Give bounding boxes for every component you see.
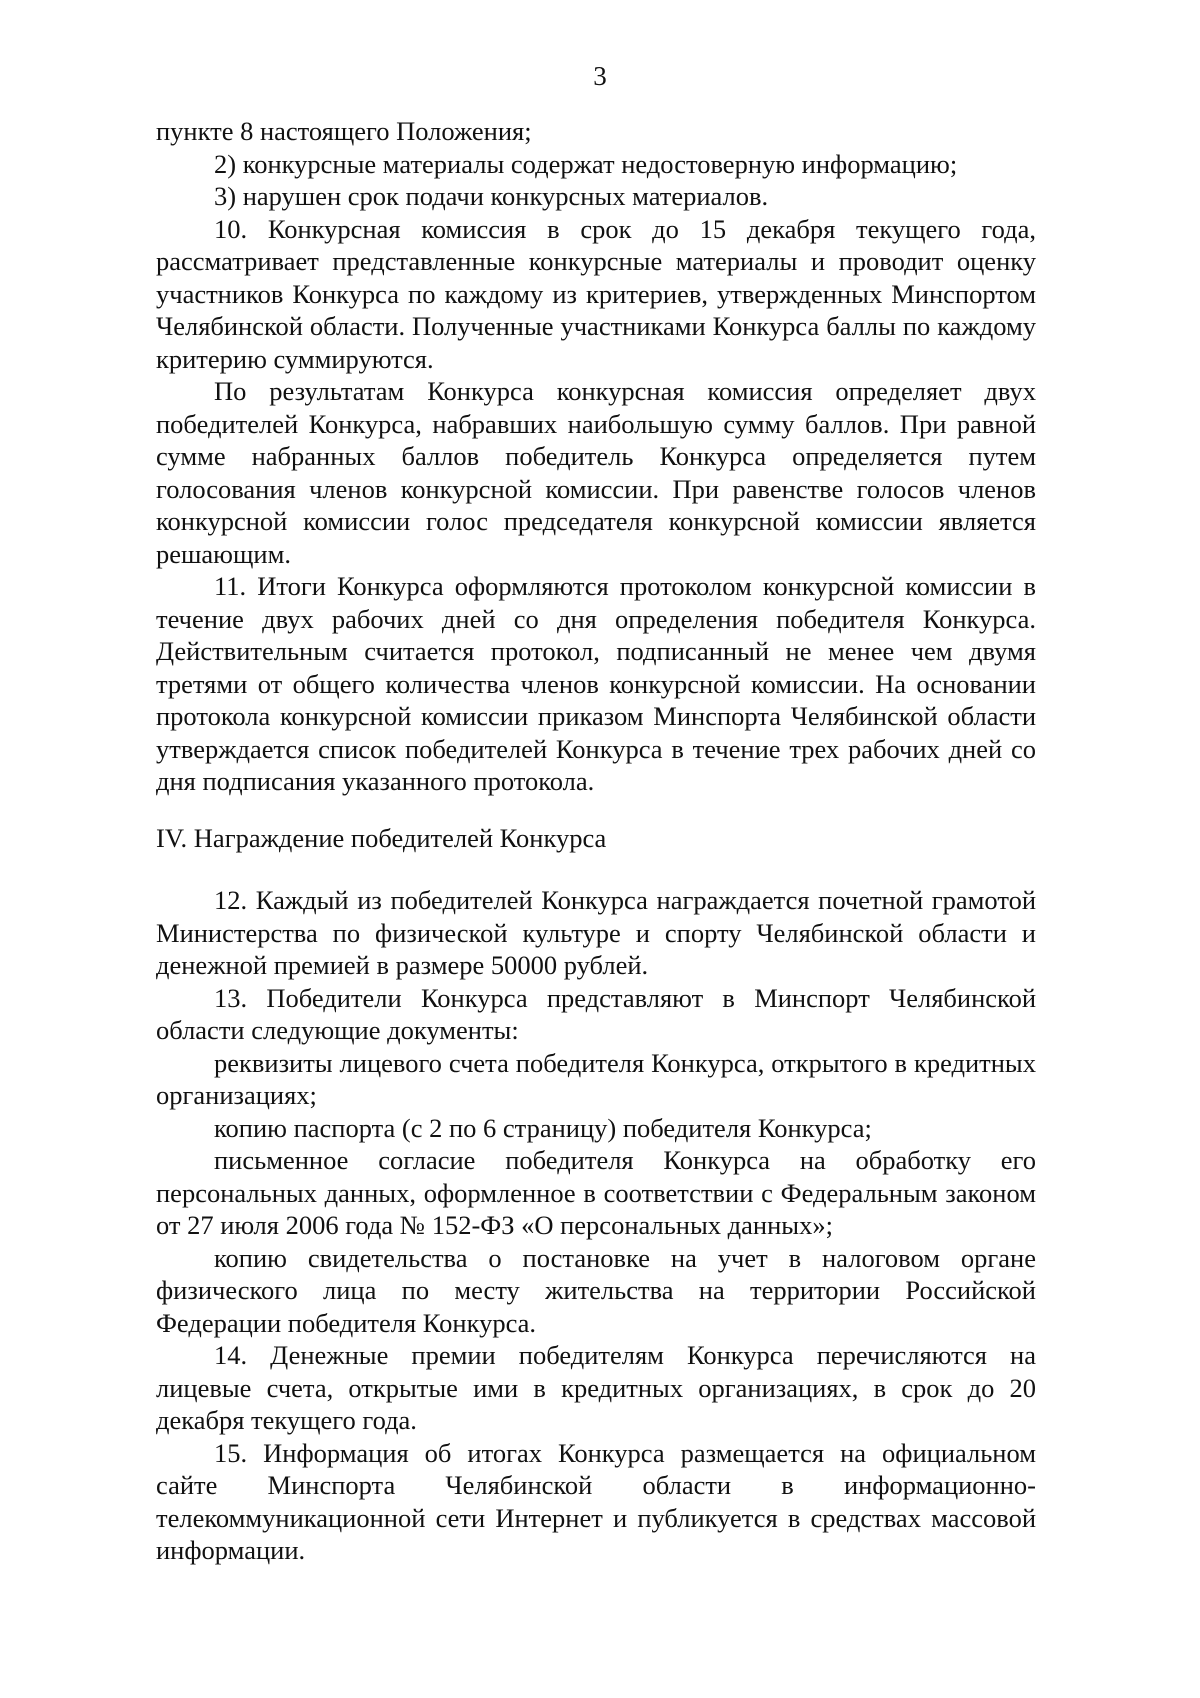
paragraph-clause-11: 11. Итоги Конкурса оформляются протоколом конкурсной комиссии в течение двух рабочих дней со дня определения победителя Конкурса. Действительным считается протокол, подписанный не менее чем двумя третями от общего количества членов конкурсной комиссии. На основании протокола конкурсной комиссии приказом Минспорта Челябинской области утверждается список победителей Конкурса в течение трех рабочих дней со дня подписания указанного протокола. [156,571,1036,796]
paragraph-clause-15: 15. Информация об итогах Конкурса размещается на официальном сайте Минспорта Челябинской области в информационно-телекоммуникационной сети Интернет и публикуется в средствах массовой информации. [156,1437,1036,1565]
paragraph-clause-10: 10. Конкурсная комиссия в срок до 15 декабря текущего года, рассматривает представленные конкурсные материалы и проводит оценку участников Конкурса по каждому из критериев, утвержденных Минспортом Челябинской области. Полученные участниками Конкурса баллы по каждому критерию суммируются. [156,213,1036,374]
paragraph-results: По результатам Конкурса конкурсная комиссия определяет двух победителей Конкурса, набравших наибольшую сумму баллов. При равной сумме набранных баллов победитель Конкурса определяется путем голосования членов конкурсной комиссии. При равенстве голосов членов конкурсной комиссии голос председателя конкурсной комиссии является решающим. [156,376,1036,569]
paragraph-continuation: пункте 8 настоящего Положения; [156,116,532,146]
paragraph-clause-13: 13. Победители Конкурса представляют в Минспорт Челябинской области следующие документы: [156,982,1036,1045]
document-item-bank-details: реквизиты лицевого счета победителя Конкурса, открытого в кредитных организациях; [156,1047,1036,1110]
document-item-tax-certificate: копию свидетельства о постановке на учет в налоговом органе физического лица по месту жительства на территории Российской Федерации победителя Конкурса. [156,1242,1036,1338]
document-item-consent: письменное согласие победителя Конкурса на обработку его персональных данных, оформленное в соответствии с Федеральным законом от 27 июля 2006 года № 152-ФЗ «О персональных данных»; [156,1145,1036,1240]
list-item-3: 3) нарушен срок подачи конкурсных материалов. [214,181,769,211]
paragraph-clause-12: 12. Каждый из победителей Конкурса награждается почетной грамотой Министерства по физической культуре и спорту Челябинской области и денежной премией в размере 50000 рублей. [156,885,1036,980]
document-body [156,115,1036,1567]
section-heading: IV. Награждение победителей Конкурса [156,822,607,853]
paragraph-clause-14: 14. Денежные премии победителям Конкурса перечисляются на лицевые счета, открытые ими в кредитных организациях, в срок до 20 декабря текущего года. [156,1340,1036,1435]
list-item-2: 2) конкурсные материалы содержат недостоверную информацию; [214,148,958,179]
page-number: 3 [593,61,607,91]
document-item-passport: копию паспорта (с 2 по 6 страницу) победителя Конкурса; [214,1112,872,1143]
